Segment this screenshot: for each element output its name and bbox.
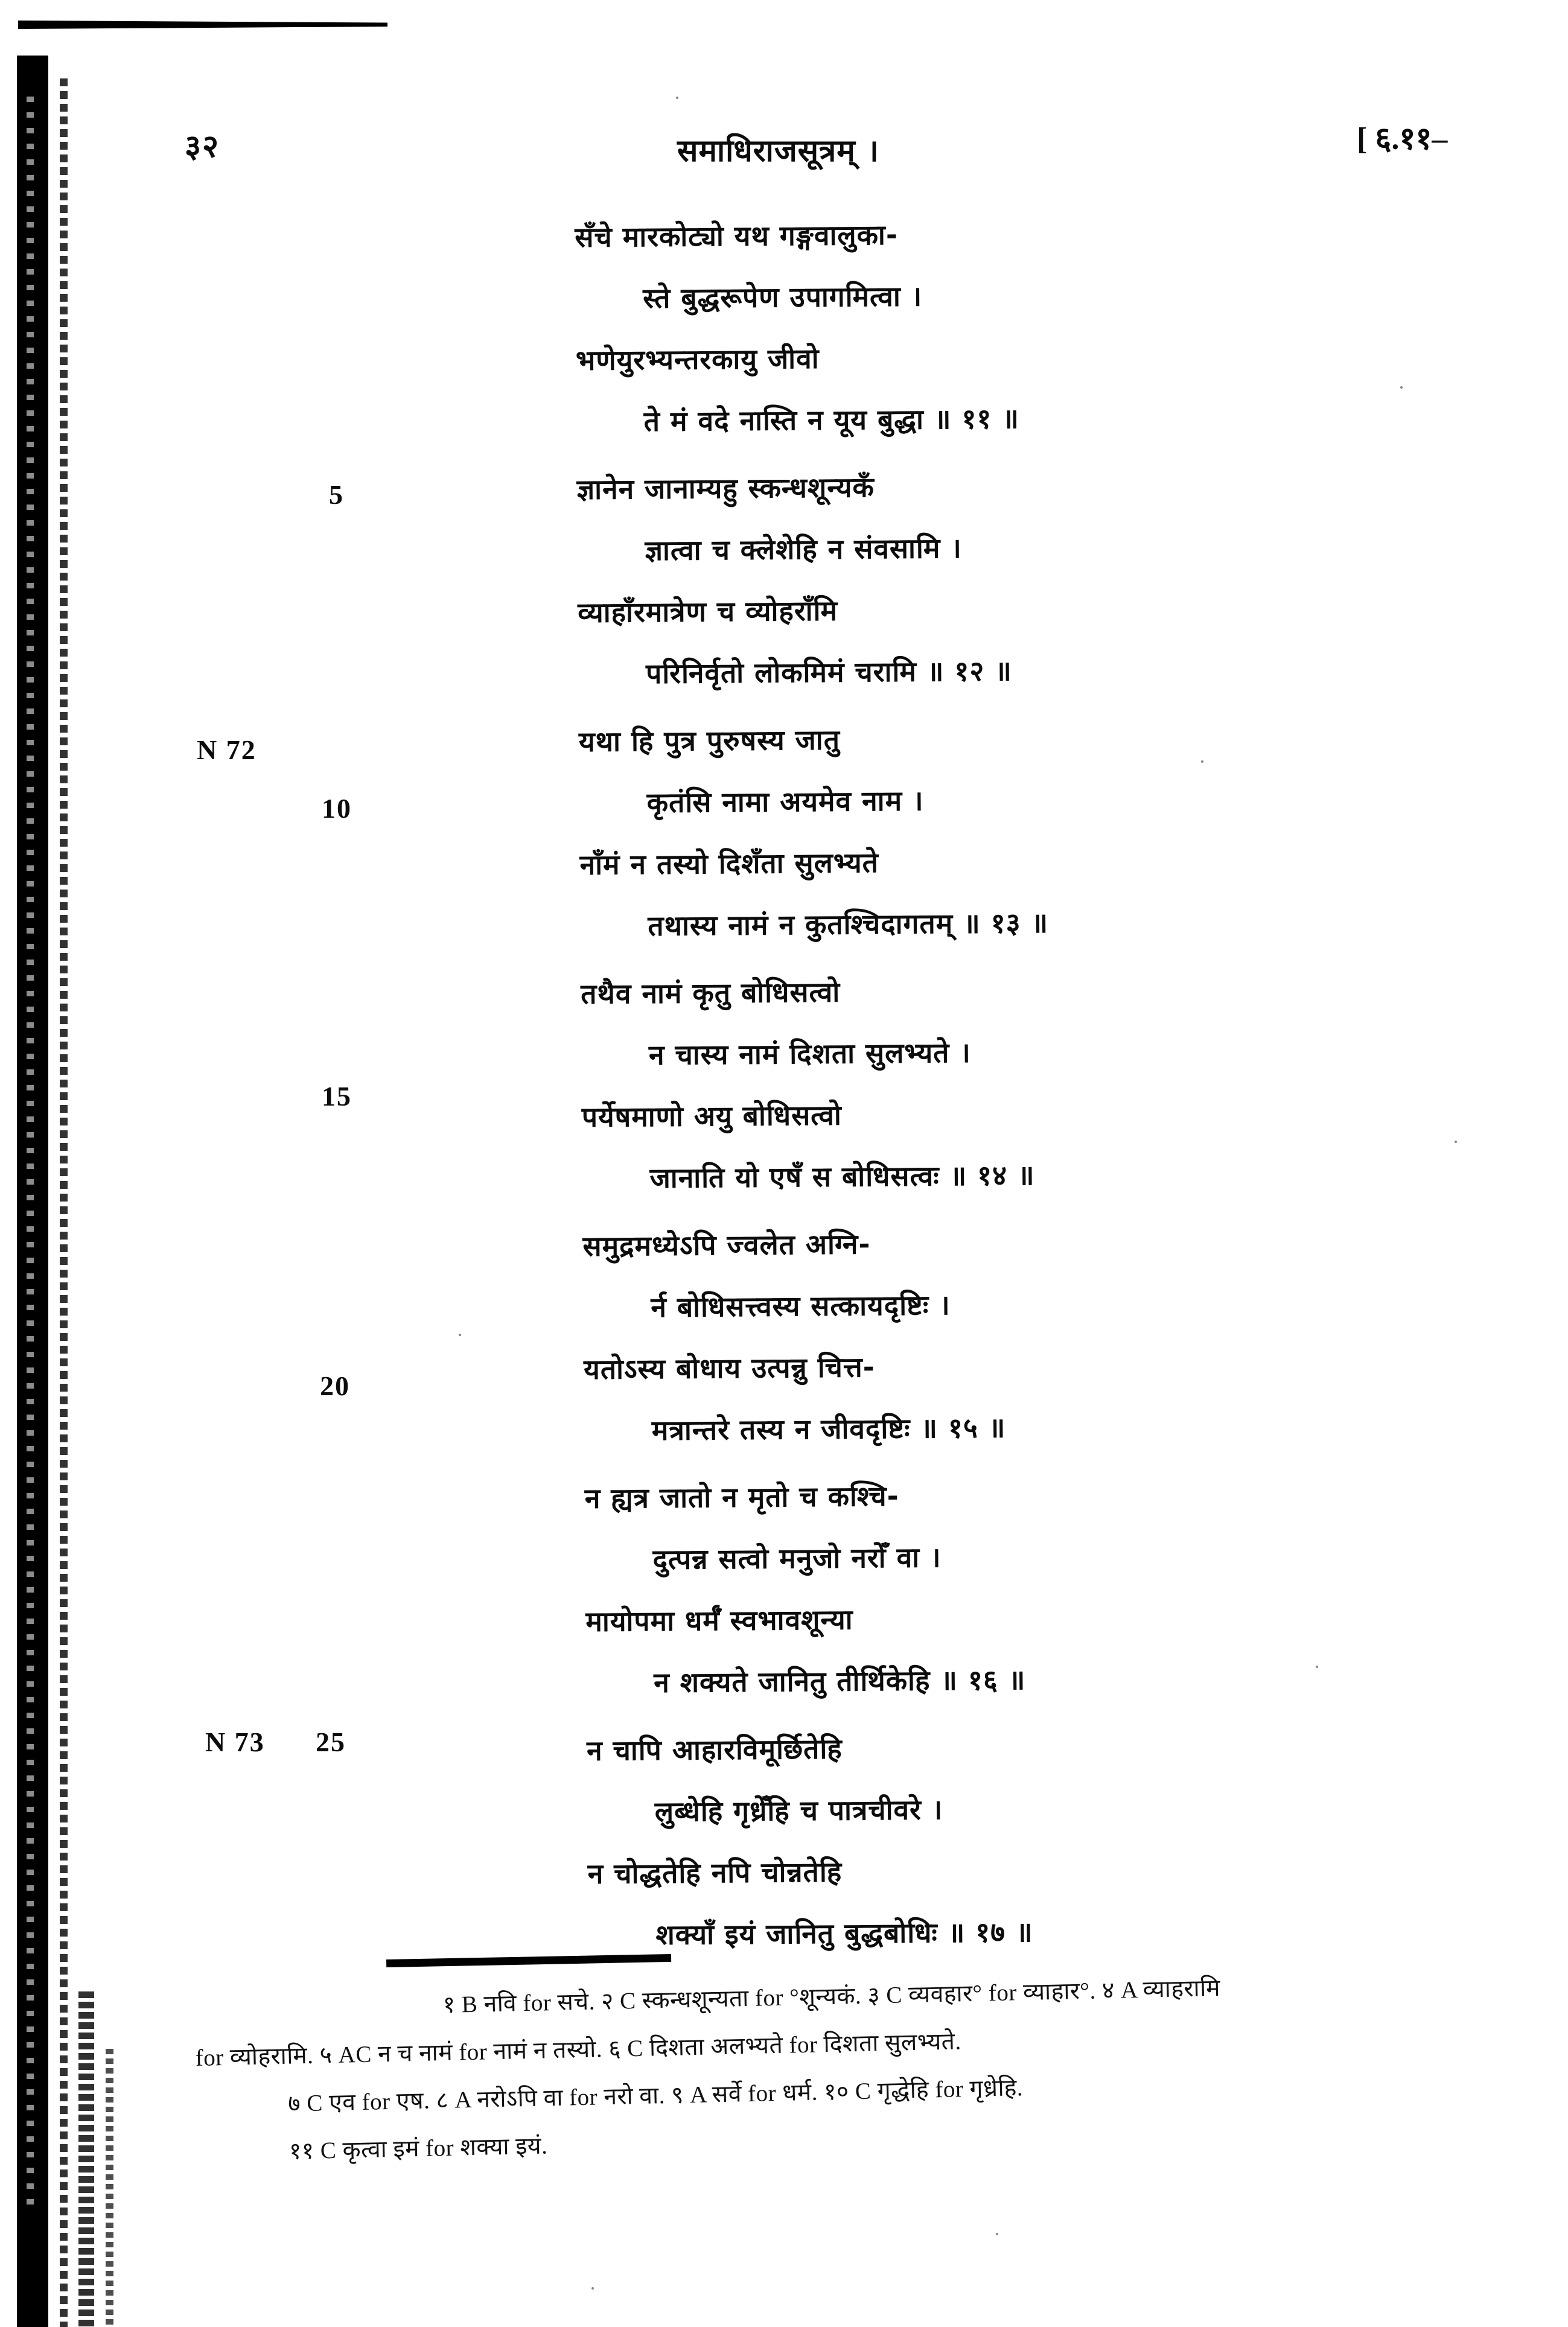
verse-line: पर्येषमाणो अयु बोधिसत्वो [581,1098,843,1133]
footnote-line: ७ C एव for एष. ८ A नरोऽपि वा for नरो वा. ९ A सर्वे for धर्म. १० C गृद्धेहि for गृध्रेहि. [287,2075,1024,2117]
critical-apparatus [194,1958,1531,2177]
verse-line: ते मं वदे नास्ति न यूय बुद्धा ॥ ११ ॥ [643,402,1020,438]
footnote-line: ११ C कृत्वा इमं for शक्या इयं. [288,2133,548,2165]
verse-line: र्न बोधिसत्त्वस्य सत्कायदृष्टिः । [651,1288,951,1324]
scan-speck [996,2233,998,2235]
scan-speckle-band [106,2049,113,2327]
verse-line: तथास्य नामं न कुतश्चिदागतम् ॥ १३ ॥ [648,906,1049,943]
margin-line-number-20: 20 [320,1370,350,1401]
margin-line-number-5: 5 [329,479,344,510]
footnote-line: १ B नवि for सचे. २ C स्कन्धशून्यता for °शून्यकं. ३ C व्यवहार° for व्याहार°. ४ A व्याहरामि [442,1975,1221,2019]
verse-line: ज्ञात्वा च क्लेशेहि न संवसामि । [645,531,962,567]
verse-१५ [582,1208,1562,1462]
margin-manuscript-ref-n72: N 72 [197,734,257,765]
footnote-line: for व्योहरामि. ५ AC न च नामं for नामं न तस्यो. ६ C दिशता अलभ्यते for दिशता सुलभ्यते. [195,2028,962,2072]
verse-line: ज्ञानेन जानाम्यहु स्कन्धशून्यकँ [576,471,875,506]
verse-line: यतोऽस्य बोधाय उत्पन्नु चित्त- [583,1351,875,1386]
scan-speckle-band [60,78,68,2327]
verse-१४ [581,955,1560,1209]
verse-column [575,199,1566,1972]
verse-line: सँचे मारकोट्यो यथ गङ्गवालुका- [575,218,899,253]
folio-page-number: ३२ [185,129,220,165]
verse-line: शक्याँ इयं जानितु बुद्धबोधिः ॥ १७ ॥ [655,1915,1033,1952]
verse-line: मायोपमा धर्मँ स्वभावशून्या [585,1603,853,1638]
verse-line: तथैव नामं कृतु बोधिसत्वो [581,975,841,1010]
verse-line: दुत्पन्न सत्वो मनुजो नरोँ वा । [652,1541,942,1576]
verse-line: व्याहाँरमात्रेण च व्योहराँमि [578,594,838,629]
verse-line: यथा हि पुत्र पुरुषस्य जातु [578,723,841,758]
verse-line: न शक्यते जानितु तीर्थिकेहि ॥ १६ ॥ [654,1663,1026,1699]
verse-१६ [584,1460,1564,1714]
chapter-verse-reference: [ ६.११– [1357,122,1448,156]
verse-line: लुब्धेहि गृध्रेँहि च पात्रचीवरे । [654,1793,943,1829]
margin-line-number-10: 10 [322,793,352,824]
scan-speck [676,97,678,99]
verse-line: परिनिर्वृतो लोकमिमं चरामि ॥ १२ ॥ [645,654,1013,690]
verse-line: समुद्रमध्येऽपि ज्वलेत अग्नि- [582,1227,871,1262]
margin-line-number-15: 15 [322,1081,352,1112]
scan-gutter-streak [27,97,34,2209]
verse-line: स्ते बुद्धरूपेण उपागमित्वा । [642,279,923,315]
scan-speck [459,1334,461,1336]
verse-line: न चापि आहारविमूर्छितेहि [586,1732,843,1767]
verse-line: भणेयुरभ्यन्तरकायु जीवो [575,342,820,377]
scan-speckle-band [78,1991,94,2327]
verse-line: नाँमं न तस्यो दिशँता सुलभ्यते [579,846,879,881]
scan-speck [591,2287,594,2290]
verse-१७ [587,1712,1566,1966]
verse-line: न चास्य नामं दिशता सुलभ्यते । [648,1036,972,1072]
margin-manuscript-ref-n73: N 73 [205,1727,265,1757]
scan-top-edge-line [18,21,387,29]
verse-line: न चोद्धतेहि नपि चोन्नतेहि [587,1855,843,1890]
verse-line: न ह्यत्र जातो न मृतो च कश्चि- [584,1479,899,1515]
verse-line: कृतंसि नामा अयमेव नाम । [646,784,924,820]
margin-line-number-25: 25 [316,1727,346,1757]
verse-१३ [579,703,1558,957]
verse-१२ [576,451,1556,705]
running-title: समाधिराजसूत्रम् । [677,133,879,169]
verse-line: जानाति यो एषँ स बोधिसत्वः ॥ १४ ॥ [649,1159,1035,1195]
verse-११ [575,199,1554,453]
verse-line: मत्रान्तरे तस्य न जीवदृष्टिः ॥ १५ ॥ [651,1411,1006,1447]
